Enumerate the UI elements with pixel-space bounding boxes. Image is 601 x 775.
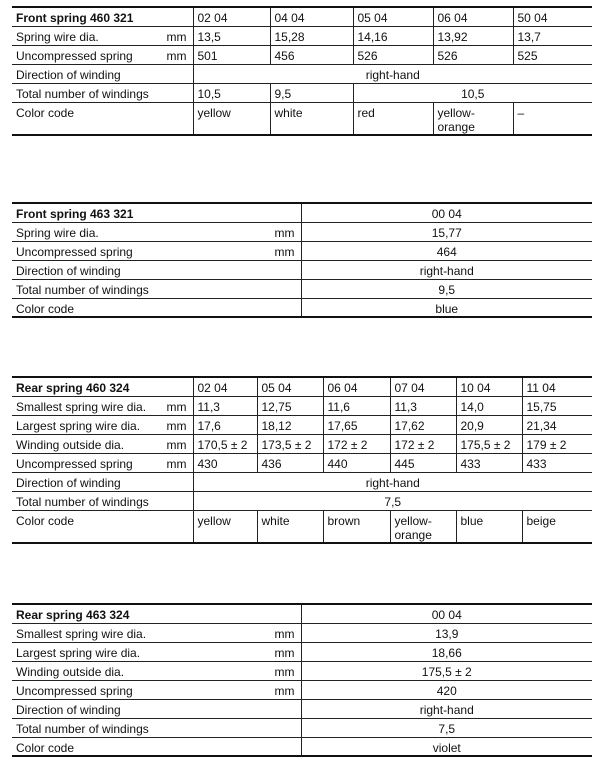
table-cell: 7,5 [193,491,592,510]
column-header: 00 04 [301,203,592,222]
table-cell: 13,5 [193,26,270,45]
row-label: Total number of windings [12,718,301,737]
column-header: 11 04 [522,377,592,396]
table-title: Rear spring 463 324 [12,604,301,623]
table-cell: 433 [522,453,592,472]
table-cell: 15,28 [270,26,353,45]
table-cell: white [270,102,353,135]
table-cell: 14,0 [456,396,522,415]
table-cell: yellow [193,510,257,543]
column-header: 00 04 [301,604,592,623]
row-label: Spring wire dia. mm [12,26,193,45]
table-cell: 436 [257,453,323,472]
column-header: 07 04 [390,377,456,396]
front-spring-460-321-table [12,6,592,136]
table-cell: right-hand [301,260,592,279]
table-row [12,510,592,543]
table-cell: yellow [193,102,270,135]
table-cell: 179 ± 2 [522,434,592,453]
table-cell: 175,5 ± 2 [301,661,592,680]
rear-spring-463-324-table [12,603,592,757]
table-cell: 433 [456,453,522,472]
column-header: 05 04 [257,377,323,396]
table-cell: 525 [513,45,592,64]
table-cell: 18,12 [257,415,323,434]
table-row [12,491,592,510]
column-header: 10 04 [456,377,522,396]
table-row [12,396,592,415]
column-header: 06 04 [323,377,390,396]
table-cell: 11,3 [390,396,456,415]
table-cell: 172 ± 2 [323,434,390,453]
table-cell: 173,5 ± 2 [257,434,323,453]
row-label: Smallest spring wire dia. mm [12,623,301,642]
row-label: Largest spring wire dia. mm [12,642,301,661]
table-cell: 17,65 [323,415,390,434]
table-cell: 17,6 [193,415,257,434]
table-cell: yellow- orange [433,102,513,135]
table-row [12,604,592,623]
table-row [12,298,592,317]
table-cell: 14,16 [353,26,433,45]
row-label: Total number of windings [12,83,193,102]
table-row [12,241,592,260]
table-cell: right-hand [301,699,592,718]
table-cell: beige [522,510,592,543]
column-header: 04 04 [270,7,353,26]
column-header: 50 04 [513,7,592,26]
front-spring-463-321-table [12,202,592,318]
row-label: Winding outside dia. mm [12,661,301,680]
table-row [12,623,592,642]
table-cell: 18,66 [301,642,592,661]
table-row [12,26,592,45]
table-cell: 172 ± 2 [390,434,456,453]
table-cell: 15,75 [522,396,592,415]
table-cell: 13,92 [433,26,513,45]
table-cell: blue [456,510,522,543]
table-title: Front spring 463 321 [12,203,301,222]
row-label: Largest spring wire dia. mm [12,415,193,434]
table-row [12,64,592,83]
table-cell: brown [323,510,390,543]
table-cell: 10,5 [353,83,592,102]
table-row [12,377,592,396]
row-label: Uncompressed spring mm [12,680,301,699]
row-label: Color code [12,298,301,317]
column-header: 06 04 [433,7,513,26]
table-cell: right-hand [193,64,592,83]
table-row [12,45,592,64]
row-label: Uncompressed spring mm [12,453,193,472]
table-row [12,737,592,756]
table-row [12,279,592,298]
column-header: 02 04 [193,7,270,26]
row-label: Uncompressed spring mm [12,45,193,64]
table-row [12,661,592,680]
table-row [12,222,592,241]
table-cell: 430 [193,453,257,472]
row-label: Winding outside dia. mm [12,434,193,453]
table-row [12,83,592,102]
table-cell: right-hand [193,472,592,491]
table-cell: 17,62 [390,415,456,434]
table-cell: 445 [390,453,456,472]
row-label: Direction of winding [12,260,301,279]
table-row [12,453,592,472]
row-label: Spring wire dia. mm [12,222,301,241]
row-label: Color code [12,510,193,543]
table-cell: white [257,510,323,543]
table-cell: violet [301,737,592,756]
row-label: Uncompressed spring mm [12,241,301,260]
table-cell: 10,5 [193,83,270,102]
table-cell: 526 [433,45,513,64]
table-cell: 11,6 [323,396,390,415]
row-label: Color code [12,737,301,756]
table-cell: – [513,102,592,135]
table-row [12,102,592,135]
row-label: Color code [12,102,193,135]
table-title: Front spring 460 321 [12,7,193,26]
table-cell: 11,3 [193,396,257,415]
row-label: Smallest spring wire dia. mm [12,396,193,415]
row-label: Direction of winding [12,472,193,491]
table-row [12,434,592,453]
table-cell: 12,75 [257,396,323,415]
table-cell: 13,7 [513,26,592,45]
table-cell: 464 [301,241,592,260]
row-label: Total number of windings [12,491,193,510]
table-row [12,260,592,279]
table-row [12,699,592,718]
table-cell: 456 [270,45,353,64]
row-label: Total number of windings [12,279,301,298]
table-cell: 526 [353,45,433,64]
table-cell: 170,5 ± 2 [193,434,257,453]
table-row [12,472,592,491]
table-cell: 7,5 [301,718,592,737]
row-label: Direction of winding [12,699,301,718]
column-header: 05 04 [353,7,433,26]
table-cell: 15,77 [301,222,592,241]
table-title: Rear spring 460 324 [12,377,193,396]
table-cell: blue [301,298,592,317]
table-row [12,415,592,434]
table-row [12,642,592,661]
table-cell: 9,5 [270,83,353,102]
table-cell: red [353,102,433,135]
table-cell: 420 [301,680,592,699]
table-row [12,680,592,699]
table-cell: 13,9 [301,623,592,642]
column-header: 02 04 [193,377,257,396]
table-cell: 20,9 [456,415,522,434]
table-row [12,7,592,26]
table-cell: 501 [193,45,270,64]
table-cell: 21,34 [522,415,592,434]
table-cell: 440 [323,453,390,472]
table-row [12,203,592,222]
rear-spring-460-324-table [12,376,592,544]
table-cell: yellow- orange [390,510,456,543]
table-cell: 9,5 [301,279,592,298]
row-label: Direction of winding [12,64,193,83]
table-cell: 175,5 ± 2 [456,434,522,453]
table-row [12,718,592,737]
